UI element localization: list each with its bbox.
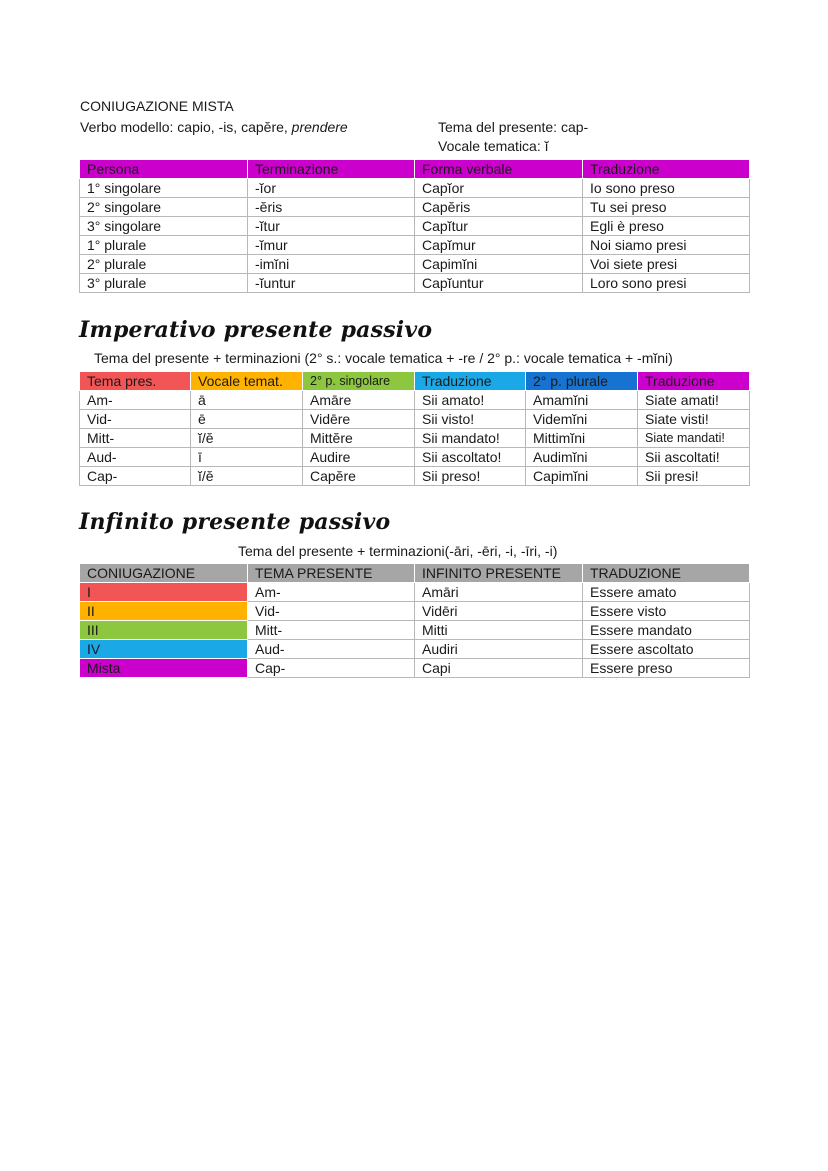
table-cell: Audiri bbox=[415, 640, 583, 659]
table-cell: 3° plurale bbox=[80, 274, 248, 293]
table-cell: II bbox=[80, 602, 248, 621]
table-cell: IV bbox=[80, 640, 248, 659]
table-cell: Capimĭni bbox=[415, 255, 583, 274]
table-cell: Capimĭni bbox=[526, 467, 638, 486]
table-row bbox=[80, 410, 750, 429]
table-row bbox=[80, 621, 750, 640]
table-cell: Mittimĭni bbox=[526, 429, 638, 448]
table-cell: Mitt- bbox=[248, 621, 415, 640]
table-cell: Amāri bbox=[415, 583, 583, 602]
header-cell: Traduzione bbox=[415, 372, 526, 391]
table-cell: Audimĭni bbox=[526, 448, 638, 467]
vocale-tematica: Vocale tematica: ĭ bbox=[438, 138, 549, 154]
table-infinito bbox=[79, 563, 750, 678]
table-cell: Amāre bbox=[303, 391, 415, 410]
table-row bbox=[80, 274, 750, 293]
table-cell: Sii preso! bbox=[415, 467, 526, 486]
section-title-mista: CONIUGAZIONE MISTA bbox=[80, 98, 234, 114]
table-cell: -ĭor bbox=[248, 179, 415, 198]
model-verb-line bbox=[80, 119, 348, 135]
table-cell: Cap- bbox=[248, 659, 415, 678]
header-tema-presente: TEMA PRESENTE bbox=[248, 564, 415, 583]
table-cell: Vid- bbox=[80, 410, 191, 429]
table-row bbox=[80, 236, 750, 255]
table-cell: Io sono preso bbox=[583, 179, 750, 198]
header-traduzione: Traduzione bbox=[583, 160, 750, 179]
table-cell: Capi bbox=[415, 659, 583, 678]
table-cell: Voi siete presi bbox=[583, 255, 750, 274]
table-cell: Amamĭni bbox=[526, 391, 638, 410]
table-cell: Mittĕre bbox=[303, 429, 415, 448]
table-cell: Essere amato bbox=[583, 583, 750, 602]
header-persona: Persona bbox=[80, 160, 248, 179]
table-row bbox=[80, 659, 750, 678]
header-traduzione: TRADUZIONE bbox=[583, 564, 750, 583]
table-cell: Sii mandato! bbox=[415, 429, 526, 448]
table-cell: Capĭor bbox=[415, 179, 583, 198]
table-cell: Sii ascoltati! bbox=[638, 448, 750, 467]
table-cell: Vid- bbox=[248, 602, 415, 621]
table-cell: 3° singolare bbox=[80, 217, 248, 236]
table-cell: Siate visti! bbox=[638, 410, 750, 429]
table-cell: Vidēre bbox=[303, 410, 415, 429]
header-infinito-presente: INFINITO PRESENTE bbox=[415, 564, 583, 583]
header-cell: Vocale temat. bbox=[191, 372, 303, 391]
table-cell: Essere visto bbox=[583, 602, 750, 621]
table-header-row bbox=[80, 372, 750, 391]
table-cell: -ĕris bbox=[248, 198, 415, 217]
table-cell: I bbox=[80, 583, 248, 602]
table-cell: Sii visto! bbox=[415, 410, 526, 429]
table-cell: -ĭmur bbox=[248, 236, 415, 255]
table-cell: Capĭtur bbox=[415, 217, 583, 236]
header-coniugazione: CONIUGAZIONE bbox=[80, 564, 248, 583]
table-cell: Tu sei preso bbox=[583, 198, 750, 217]
section-title-imperativo: Imperativo presente passivo bbox=[79, 317, 433, 343]
table-cell: Loro sono presi bbox=[583, 274, 750, 293]
table-row bbox=[80, 583, 750, 602]
table-cell: III bbox=[80, 621, 248, 640]
table-cell: Capĭmur bbox=[415, 236, 583, 255]
table-imperativo bbox=[79, 371, 750, 486]
table-cell: Mitt- bbox=[80, 429, 191, 448]
imperativo-subtitle: Tema del presente + terminazioni (2° s.: vocale tematica + -re / 2° p.: vocale tematica + -mĭni) bbox=[94, 350, 673, 366]
table-cell: ī bbox=[191, 448, 303, 467]
table-row bbox=[80, 198, 750, 217]
header-forma-verbale: Forma verbale bbox=[415, 160, 583, 179]
table-cell: Am- bbox=[80, 391, 191, 410]
table-cell: Essere preso bbox=[583, 659, 750, 678]
header-cell: Traduzione bbox=[638, 372, 750, 391]
table-cell: Egli è preso bbox=[583, 217, 750, 236]
table-cell: ĭ/ĕ bbox=[191, 429, 303, 448]
table-row bbox=[80, 467, 750, 486]
table-cell: 2° plurale bbox=[80, 255, 248, 274]
table-row bbox=[80, 255, 750, 274]
table-cell: Capĕris bbox=[415, 198, 583, 217]
header-terminazione: Terminazione bbox=[248, 160, 415, 179]
table-mista bbox=[79, 159, 750, 293]
table-cell: Aud- bbox=[248, 640, 415, 659]
table-cell: Sii presi! bbox=[638, 467, 750, 486]
model-verb-italic: prendere bbox=[291, 119, 348, 135]
table-cell: Capĭuntur bbox=[415, 274, 583, 293]
table-row bbox=[80, 602, 750, 621]
table-cell: 1° plurale bbox=[80, 236, 248, 255]
table-header-row bbox=[80, 160, 750, 179]
table-row bbox=[80, 640, 750, 659]
header-cell: Tema pres. bbox=[80, 372, 191, 391]
table-cell: Sii amato! bbox=[415, 391, 526, 410]
table-cell: -ĭuntur bbox=[248, 274, 415, 293]
infinito-subtitle: Tema del presente + terminazioni(-āri, -ēri, -i, -īri, -i) bbox=[238, 543, 558, 559]
table-cell: ē bbox=[191, 410, 303, 429]
table-cell: Essere mandato bbox=[583, 621, 750, 640]
table-cell: Sii ascoltato! bbox=[415, 448, 526, 467]
table-row bbox=[80, 391, 750, 410]
table-cell: Essere ascoltato bbox=[583, 640, 750, 659]
table-cell: Mitti bbox=[415, 621, 583, 640]
table-cell: Aud- bbox=[80, 448, 191, 467]
table-row bbox=[80, 217, 750, 236]
model-verb-text: Verbo modello: capio, -is, capĕre, bbox=[80, 119, 292, 135]
table-cell: Cap- bbox=[80, 467, 191, 486]
table-header-row bbox=[80, 564, 750, 583]
table-cell: Capĕre bbox=[303, 467, 415, 486]
table-cell: Siate mandati! bbox=[638, 429, 750, 448]
table-cell: Mista bbox=[80, 659, 248, 678]
table-row bbox=[80, 429, 750, 448]
table-cell: ĭ/ĕ bbox=[191, 467, 303, 486]
table-cell: Audire bbox=[303, 448, 415, 467]
table-row bbox=[80, 179, 750, 198]
table-cell: 2° singolare bbox=[80, 198, 248, 217]
table-cell: Vidēri bbox=[415, 602, 583, 621]
table-cell: ā bbox=[191, 391, 303, 410]
header-cell: 2° p. plurale bbox=[526, 372, 638, 391]
table-cell: -ĭtur bbox=[248, 217, 415, 236]
table-row bbox=[80, 448, 750, 467]
table-cell: Videmĭni bbox=[526, 410, 638, 429]
table-cell: Am- bbox=[248, 583, 415, 602]
table-cell: Noi siamo presi bbox=[583, 236, 750, 255]
table-cell: 1° singolare bbox=[80, 179, 248, 198]
table-cell: Siate amati! bbox=[638, 391, 750, 410]
header-cell: 2° p. singolare bbox=[303, 372, 415, 391]
tema-presente: Tema del presente: cap- bbox=[438, 119, 589, 135]
section-title-infinito: Infinito presente passivo bbox=[79, 509, 391, 535]
table-cell: -imĭni bbox=[248, 255, 415, 274]
